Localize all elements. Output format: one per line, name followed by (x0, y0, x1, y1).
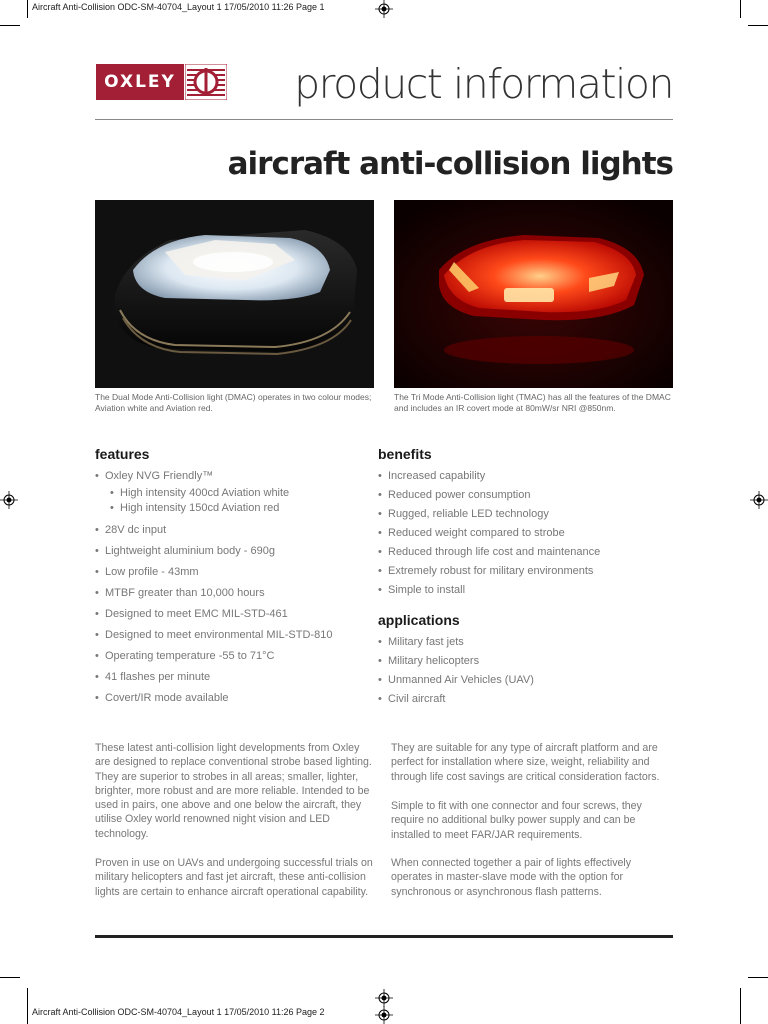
benefit-item: • Reduced through life cost and maintenance (378, 546, 668, 559)
slug-top: Aircraft Anti-Collision ODC-SM-40704_Layout 1 17/05/2010 11:26 Page 1 (32, 2, 325, 12)
feature-item: • Oxley NVG Friendly™ • High intensity 400cd Aviation white • High intensity 150cd Aviation red (95, 470, 375, 515)
benefit-item: • Reduced weight compared to strobe (378, 527, 668, 540)
feature-item: • Operating temperature -55 to 71°C (95, 650, 375, 663)
feature-item: • 28V dc input (95, 524, 375, 537)
crop-mark (0, 25, 20, 26)
registration-mark-icon (750, 491, 768, 509)
body-paragraph: These latest anti-collision light developments from Oxley are designed to replace conventional strobe based lighting. They are superior to strobes in all areas; smaller, lighter, brighter, more robust and are more reliable. Intended to be used in pairs, one above and one below the aircraft, they utilise Oxley world renowned night vision and LED technology. (95, 742, 372, 840)
tmac-light-photo (394, 200, 673, 388)
benefit-item: • Rugged, reliable LED technology (378, 508, 668, 521)
benefits-list (378, 470, 668, 597)
applications-list (378, 636, 668, 706)
dmac-light-image (95, 200, 374, 388)
registration-mark-icon (375, 0, 393, 18)
application-item: • Civil aircraft (378, 693, 668, 706)
benefit-item: • Increased capability (378, 470, 668, 483)
tmac-light-image (394, 200, 673, 388)
crop-mark (748, 25, 768, 26)
applications-heading: applications (378, 612, 460, 628)
slug-bottom: Aircraft Anti-Collision ODC-SM-40704_Layout 1 17/05/2010 11:26 Page 2 (32, 1007, 325, 1017)
crop-mark (27, 0, 28, 18)
feature-subitem: • High intensity 150cd Aviation red (105, 502, 375, 515)
header-divider (95, 119, 673, 120)
features-list (95, 470, 375, 705)
product-information-heading: product information (294, 60, 673, 108)
crop-mark (27, 988, 28, 1024)
benefits-heading: benefits (378, 446, 432, 462)
page-title: aircraft anti-collision lights (227, 146, 673, 182)
oxley-logo: OXLEY (96, 64, 184, 100)
crop-mark (740, 0, 741, 18)
dmac-caption: The Dual Mode Anti-Collision light (DMAC) operates in two colour modes; Aviation white and Aviation red. (95, 392, 372, 413)
application-item: • Military fast jets (378, 636, 668, 649)
oxley-logo-mark-icon (185, 64, 227, 100)
body-paragraph: When connected together a pair of lights effectively operates in master-slave mode with the option for synchronous or asynchronous flash patterns. (391, 857, 632, 898)
features-heading: features (95, 446, 150, 462)
registration-mark-icon (375, 989, 393, 1007)
feature-item: • Designed to meet environmental MIL-STD-810 (95, 629, 375, 642)
registration-mark-icon (375, 1006, 393, 1024)
feature-sublist (105, 487, 375, 515)
crop-mark (0, 977, 20, 978)
application-item: • Unmanned Air Vehicles (UAV) (378, 674, 668, 687)
feature-item: • Lightweight aluminium body - 690g (95, 545, 375, 558)
registration-mark-icon (0, 491, 18, 509)
feature-item: • Low profile - 43mm (95, 566, 375, 579)
footer-divider (95, 935, 673, 938)
benefit-item: • Simple to install (378, 584, 668, 597)
feature-item: • 41 flashes per minute (95, 671, 375, 684)
benefit-item: • Reduced power consumption (378, 489, 668, 502)
application-item: • Military helicopters (378, 655, 668, 668)
feature-item: • Designed to meet EMC MIL-STD-461 (95, 608, 375, 621)
body-paragraph: Simple to fit with one connector and four screws, they require no additional bulky power supply and can be installed to meet FAR/JAR requirements. (391, 800, 642, 841)
dmac-light-photo (95, 200, 374, 388)
benefit-item: • Extremely robust for military environments (378, 565, 668, 578)
body-paragraph: They are suitable for any type of aircraft platform and are perfect for installation where size, weight, reliability and through life cost savings are critical consideration factors. (391, 742, 660, 783)
crop-mark (748, 977, 768, 978)
feature-item: • MTBF greater than 10,000 hours (95, 587, 375, 600)
feature-item: • Covert/IR mode available (95, 692, 375, 705)
body-paragraph: Proven in use on UAVs and undergoing successful trials on military helicopters and fast jet aircraft, these anti-collision lights are certain to enhance aircraft operational capability. (95, 857, 373, 898)
tmac-caption: The Tri Mode Anti-Collision light (TMAC) has all the features of the DMAC and includes an IR covert mode at 80mW/sr NRI @850nm. (394, 392, 671, 413)
crop-mark (740, 988, 741, 1024)
feature-subitem: • High intensity 400cd Aviation white (105, 487, 375, 500)
